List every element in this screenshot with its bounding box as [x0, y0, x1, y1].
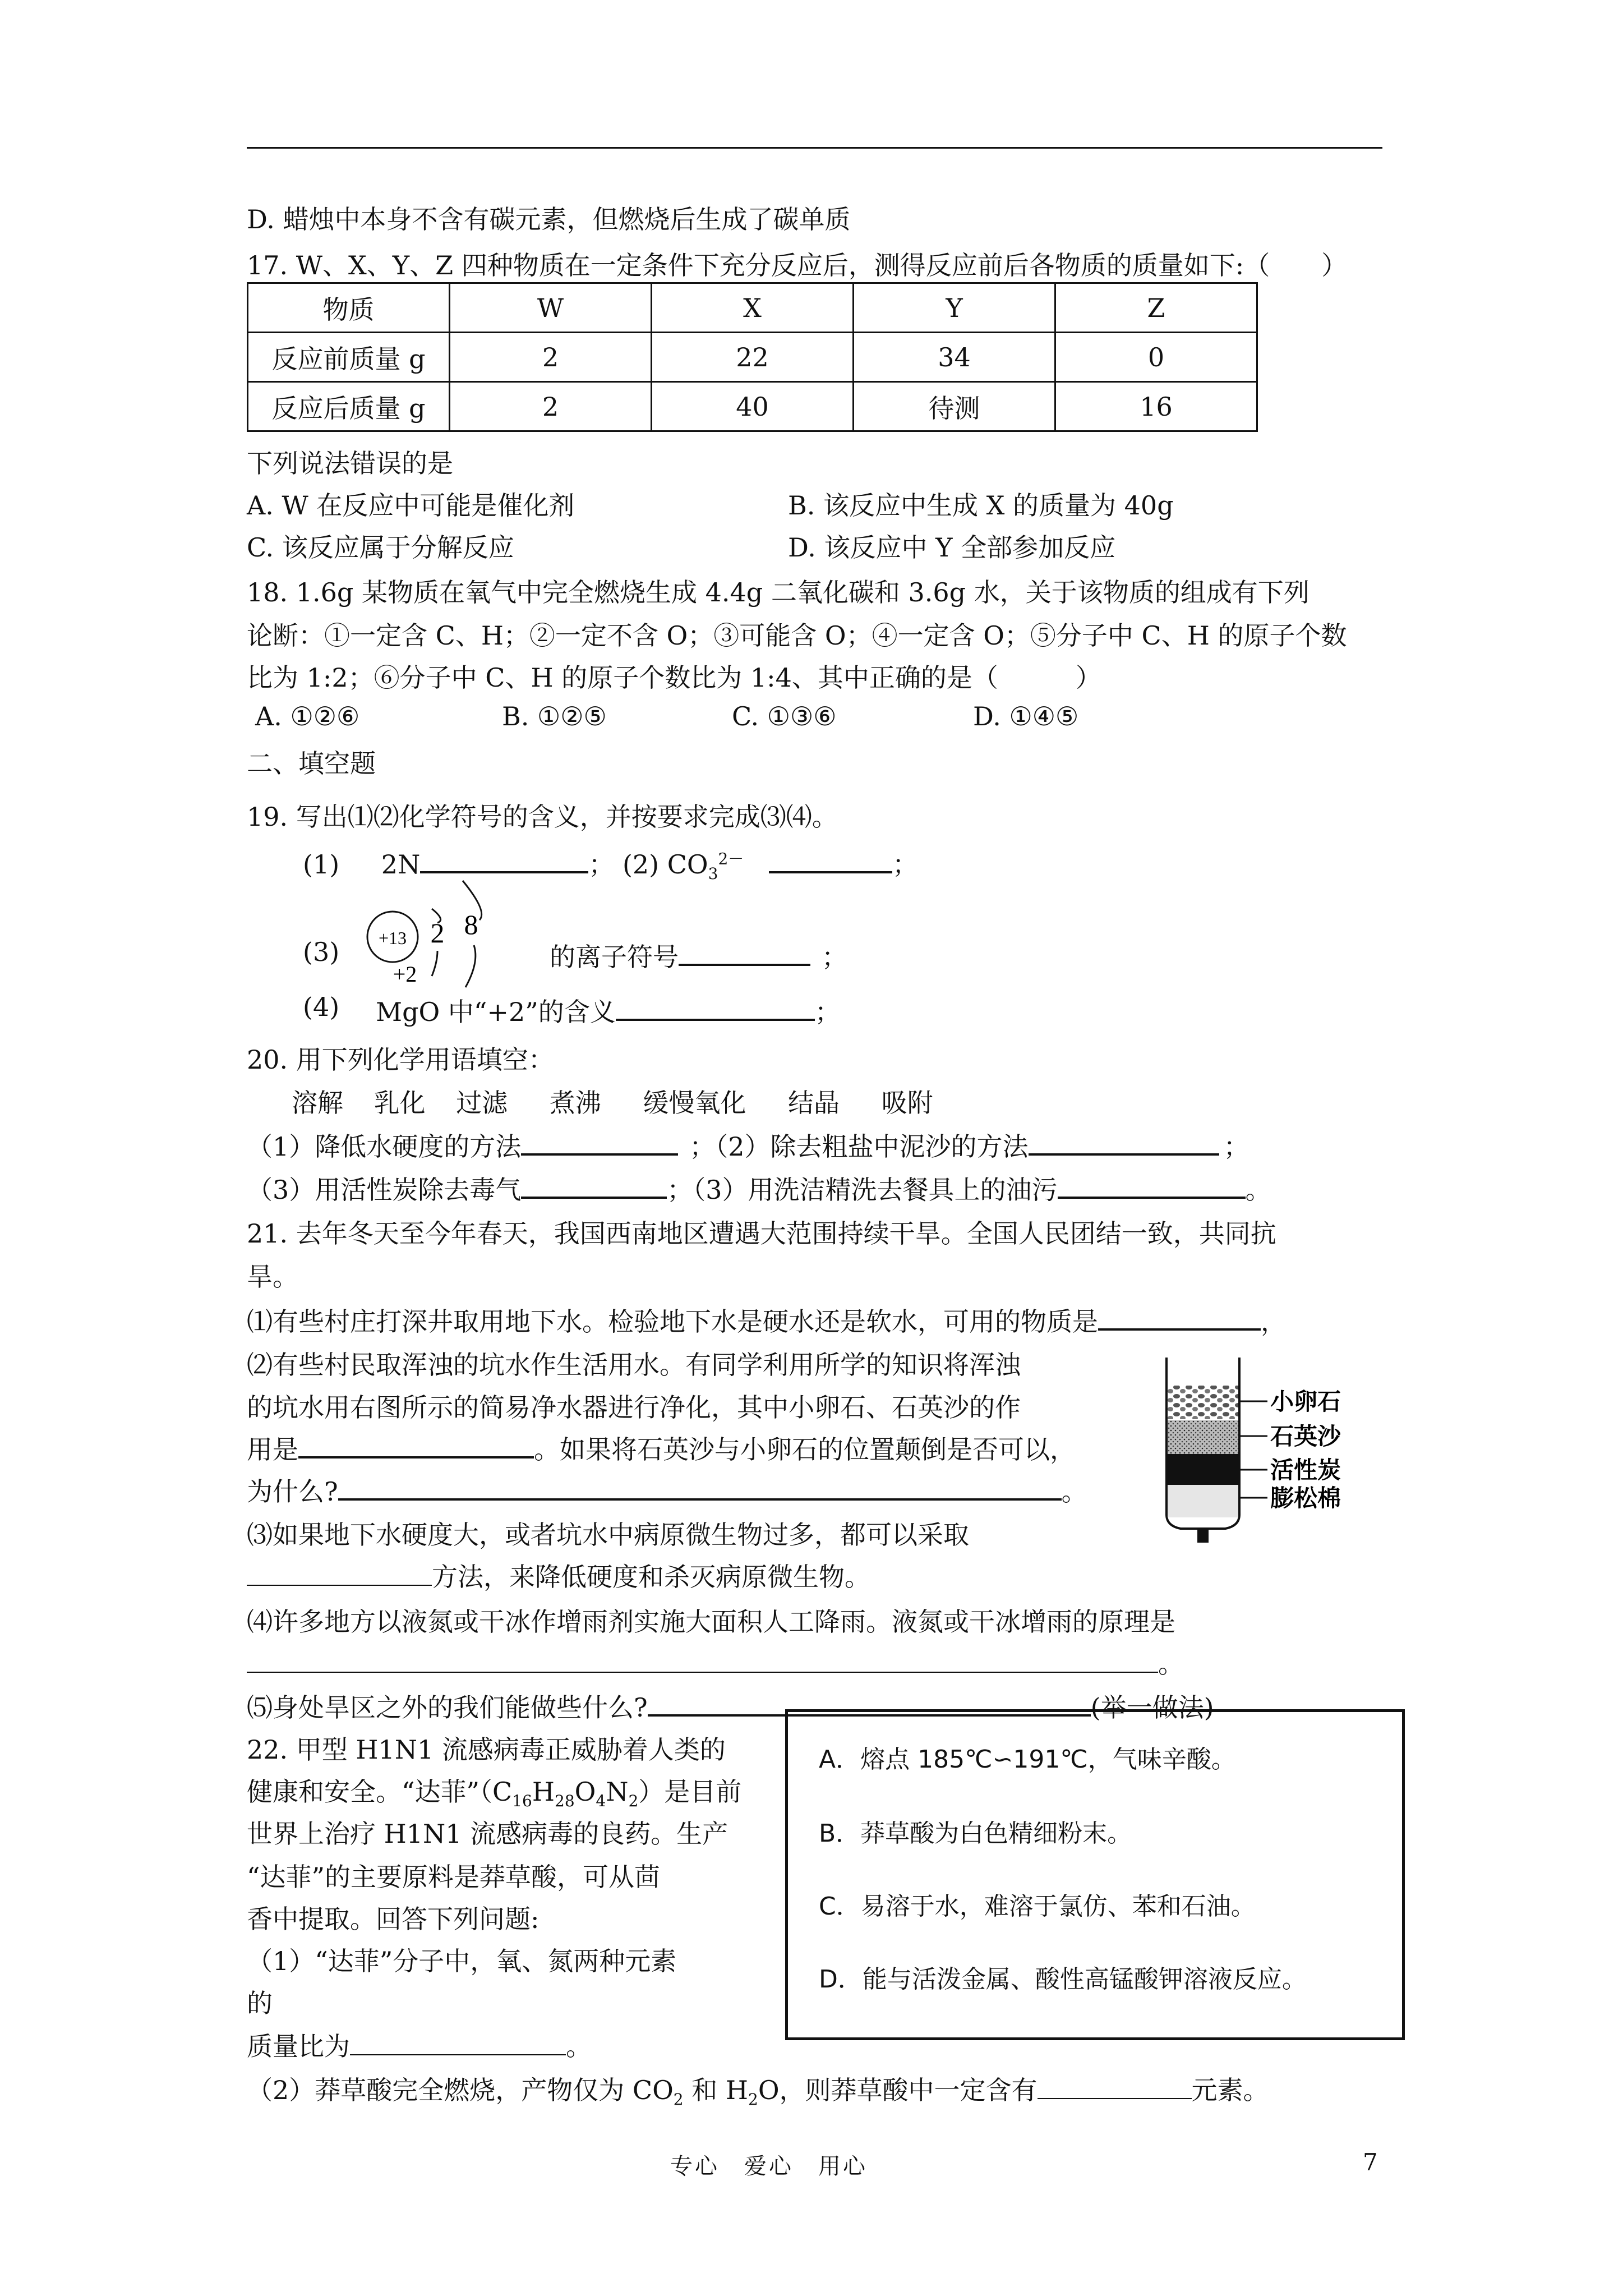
q19-part4	[376, 992, 841, 1029]
q17-stem: 17. W、X、Y、Z 四种物质在一定条件下充分反应后，测得反应前后各物质的质量如下:（ ）	[247, 250, 1348, 280]
word-item: 溶解	[292, 1088, 343, 1118]
q21-p2-blank1[interactable]	[298, 1434, 534, 1458]
q19-p3-blank[interactable]	[679, 941, 810, 966]
q21-p3-line1: ⑶如果地下水硬度大，或者坑水中病原微生物过多，都可以采取	[247, 1520, 969, 1550]
q21-p2-l4-end: 。	[1061, 1476, 1087, 1507]
shell-1-arc-bottom	[432, 951, 437, 976]
q17-option-c: C. 该反应属于分解反应	[247, 532, 514, 563]
q19-p1-blank[interactable]	[420, 849, 588, 873]
property-b: B．莽草酸为白色精细粉末。	[819, 1819, 1132, 1848]
q18-line1: 18. 1.6g 某物质在氧气中完全燃烧生成 4.4g 二氧化碳和 3.6g 水，关于该物质的组成有下列	[247, 577, 1310, 608]
table-header-cell: Y	[854, 283, 1055, 333]
q22-line2	[247, 1772, 741, 1810]
formula-sub: 28	[555, 1792, 575, 1811]
q19-p2-sub: 3	[708, 864, 718, 884]
water-filter-diagram	[1161, 1358, 1396, 1548]
q20-a-end: ；	[689, 1131, 716, 1162]
filter-label: 石英沙	[1270, 1423, 1341, 1450]
q22-l9d: 元素。	[1191, 2075, 1269, 2105]
formula-sub: 2	[748, 2090, 758, 2109]
q18-line3: 比为 1:2；⑥分子中 C、H 的原子个数比为 1:4、其中正确的是（ ）	[247, 662, 1101, 693]
q21-p4-line2	[247, 1644, 1184, 1681]
q21-p1-text: ⑴有些村庄打深井取用地下水。检验地下水是硬水还是软水，可用的物质是	[247, 1306, 1098, 1337]
formula-element: H	[532, 1777, 555, 1807]
q19-p2-sup: 2－	[718, 849, 744, 868]
q18-option-d: D. ①④⑤	[973, 701, 1079, 731]
formula-element: N	[606, 1777, 629, 1807]
q19-part1	[303, 844, 918, 883]
q21-p2-blank2[interactable]	[338, 1476, 1062, 1501]
q17-prompt: 下列说法错误的是	[247, 448, 453, 478]
property-a: A．熔点 185℃∽191℃，气味辛酸。	[819, 1745, 1236, 1774]
word-item: 结晶	[788, 1088, 840, 1118]
q22-line3: 世界上治疗 H1N1 流感病毒的良药。生产	[247, 1819, 728, 1849]
table-cell: 反应前质量 g	[248, 333, 450, 382]
q22-line4: “达菲”的主要原料是莽草酸，可从茴	[247, 1862, 661, 1892]
q19-p4-end: ；	[814, 997, 841, 1027]
q17-option-d: D. 该反应中 Y 全部参加反应	[788, 532, 1116, 563]
formula-sub: 2	[673, 2090, 684, 2109]
q20-b-blank[interactable]	[1029, 1131, 1219, 1156]
page-number: 7	[1363, 2148, 1378, 2176]
q19-p3-end: ；	[822, 942, 847, 972]
table-header-cell: X	[652, 283, 854, 333]
table-cell: 22	[652, 333, 854, 382]
q22-l8a: 质量比为	[247, 2031, 350, 2062]
table-header-row	[248, 283, 1257, 333]
q21-p2-line2: 的坑水用右图所示的简易净水器进行净化，其中小卵石、石英沙的作	[247, 1392, 1021, 1423]
q21-p4-line1: ⑷许多地方以液氮或干冰作增雨剂实施大面积人工降雨。液氮或干冰增雨的原理是	[247, 1607, 1175, 1637]
q21-p5-text: ⑸身处旱区之外的我们能做些什么?	[247, 1692, 648, 1723]
formula-sub: 16	[512, 1792, 532, 1811]
q20-c-end: ；	[667, 1175, 693, 1205]
q21-p3-l2: 方法，来降低硬度和杀灭病原微生物。	[432, 1562, 870, 1592]
q18-option-a: A. ①②⑥	[255, 701, 360, 731]
table-header-cell: W	[450, 283, 652, 333]
word-item: 吸附	[881, 1088, 933, 1118]
q19-p2-end: ；	[892, 849, 918, 880]
word-item: 缓慢氧化	[643, 1088, 746, 1118]
q18-option-b: B. ①②⑤	[502, 701, 607, 731]
nucleus-charge: +13	[378, 928, 407, 948]
q19-stem: 19. 写出⑴⑵化学符号的含义，并按要求完成⑶⑷。	[247, 802, 838, 832]
table-row	[248, 333, 1257, 382]
shell-1-count: 2	[430, 917, 445, 949]
formula-sub: 2	[628, 1792, 639, 1811]
table-cell: 2	[450, 382, 652, 431]
q20-b-end: ；	[1223, 1131, 1249, 1162]
q21-p1-blank[interactable]	[1098, 1306, 1261, 1331]
table-cell: 0	[1055, 333, 1257, 382]
q20-row1	[247, 1126, 1249, 1163]
q17-option-b: B. 该反应中生成 X 的质量为 40g	[788, 490, 1174, 521]
q20-a-blank[interactable]	[521, 1131, 678, 1156]
q22-line8	[247, 2026, 592, 2063]
q21-p4-blank[interactable]	[247, 1649, 1158, 1673]
table-cell: 待测	[854, 382, 1055, 431]
q20-c-blank[interactable]	[521, 1174, 667, 1199]
q22-l8b: 。	[566, 2031, 592, 2062]
filter-outlet	[1197, 1529, 1209, 1543]
q19-p3-label: (3)	[303, 937, 340, 967]
q16-option-d: D. 蜡烛中本身不含有碳元素，但燃烧后生成了碳单质	[247, 204, 851, 234]
q21-p2-l3b: 。如果将石英沙与小卵石的位置颠倒是否可以，	[534, 1434, 1076, 1465]
q19-p1-end: ；	[588, 849, 615, 880]
carbon-layer	[1168, 1454, 1238, 1485]
q19-p4-label: (4)	[303, 992, 340, 1022]
q21-p2-line1: ⑵有些村民取浑浊的坑水作生活用水。有同学利用所学的知识将浑浊	[247, 1350, 1021, 1380]
q21-p2-l3a: 用是	[247, 1434, 298, 1465]
q22-l9c: O，则莽草酸中一定含有	[758, 2075, 1038, 2105]
q18-line2: 论断：①一定含 C、H；②一定不含 O；③可能含 O；④一定含 O；⑤分子中 C、H 的原子个数	[247, 620, 1347, 651]
table-row	[248, 382, 1257, 431]
q21-line2: 旱。	[247, 1262, 298, 1292]
word-item: 乳化	[374, 1088, 426, 1118]
formula-sub: 4	[596, 1792, 606, 1811]
q22-line1: 22. 甲型 H1N1 流感病毒正威胁着人类的	[247, 1734, 726, 1765]
table-cell: 40	[652, 382, 854, 431]
q21-p2-line4	[247, 1471, 1087, 1508]
q20-a-text: （1）降低水硬度的方法	[247, 1131, 522, 1162]
q20-stem: 20. 用下列化学用语填空：	[247, 1045, 554, 1075]
table-cell: 16	[1055, 382, 1257, 431]
filter-label: 活性炭	[1270, 1456, 1341, 1484]
q22-l9b: 和 H	[683, 2075, 748, 2105]
section-title: 二、填空题	[247, 748, 376, 779]
q21-p2-line3	[247, 1429, 1076, 1466]
q19-p1-label: (1)	[303, 849, 340, 880]
pebble-layer	[1168, 1386, 1238, 1419]
q20-b-text: （2）除去粗盐中泥沙的方法	[715, 1131, 1029, 1162]
q21-p3-line2	[247, 1557, 870, 1594]
q22-l2a: 健康和安全。“达菲”（C	[247, 1777, 513, 1807]
q21-line1: 21. 去年冬天至今年春天，我国西南地区遭遇大范围持续干旱。全国人民团结一致，共同抗	[247, 1218, 1276, 1249]
q22-l2b: ）是目前	[638, 1777, 742, 1807]
q20-d-end: 。	[1245, 1175, 1271, 1205]
q19-p4-blank[interactable]	[616, 996, 815, 1021]
q20-c-text: （3）用活性炭除去毒气	[247, 1175, 522, 1205]
q22-l9a: （2）莽草酸完全燃烧，产物仅为 CO	[247, 2075, 674, 2105]
cotton-layer	[1168, 1485, 1238, 1517]
q19-p1-symbol: 2N	[381, 849, 421, 880]
q20-d-text: （3）用洗洁精洗去餐具上的油污	[693, 1175, 1058, 1205]
q21-p3-blank[interactable]	[247, 1562, 432, 1586]
property-d: D．能与活泼金属、酸性高锰酸钾溶液反应。	[819, 1965, 1307, 1994]
q22-element-blank[interactable]	[1038, 2076, 1192, 2099]
table-cell: 34	[854, 333, 1055, 382]
q21-p4-end: 。	[1158, 1649, 1184, 1679]
q17-option-a: A. W 在反应中可能是催化剂	[247, 490, 575, 521]
q22-line9	[247, 2070, 1269, 2109]
mass-table	[247, 282, 1258, 432]
q19-p4-text: MgO 中“+2”的含义	[376, 997, 616, 1027]
atom-structure-diagram	[353, 878, 522, 990]
q21-p5-end: (举一做法)	[1090, 1692, 1214, 1723]
property-c: C．易溶于水，难溶于氯仿、苯和石油。	[819, 1892, 1256, 1921]
q18-option-c: C. ①③⑥	[732, 701, 837, 731]
q19-p2-label: (2) CO	[622, 849, 708, 880]
charge-mark: +2	[393, 961, 417, 987]
filter-label: 小卵石	[1270, 1388, 1341, 1415]
word-item: 过滤	[456, 1088, 508, 1118]
table-cell: 反应后质量 g	[248, 382, 450, 431]
header-rule	[247, 147, 1382, 149]
sand-layer	[1168, 1420, 1238, 1454]
q20-row2	[247, 1170, 1271, 1207]
filter-label: 膨松棉	[1270, 1484, 1341, 1512]
shell-2-arc-bottom	[465, 945, 476, 987]
word-item: 煮沸	[549, 1088, 601, 1118]
q21-p1	[247, 1301, 1287, 1338]
q21-p1-end: ，	[1261, 1306, 1287, 1337]
q22-line6: （1）“达菲”分子中，氧、氮两种元素	[247, 1946, 677, 1976]
table-header-cell: 物质	[248, 283, 450, 333]
q20-word-list	[292, 1083, 933, 1120]
q19-p3-text: 的离子符号	[550, 942, 679, 972]
q20-d-blank[interactable]	[1058, 1174, 1246, 1199]
q22-line7: 的	[247, 1988, 273, 2018]
shell-2-count: 8	[464, 909, 478, 940]
table-cell: 2	[450, 333, 652, 382]
q19-part3	[550, 937, 847, 974]
table-header-cell: Z	[1055, 283, 1257, 333]
q21-p2-l4: 为什么?	[247, 1476, 338, 1507]
properties-box	[785, 1709, 1405, 2040]
q19-p2-blank[interactable]	[769, 849, 892, 873]
footer-text: 专心 爱心 用心	[670, 2154, 868, 2179]
formula-element: O	[574, 1777, 596, 1807]
q22-mass-ratio-blank[interactable]	[350, 2032, 566, 2055]
q22-line5: 香中提取。回答下列问题:	[247, 1904, 540, 1934]
